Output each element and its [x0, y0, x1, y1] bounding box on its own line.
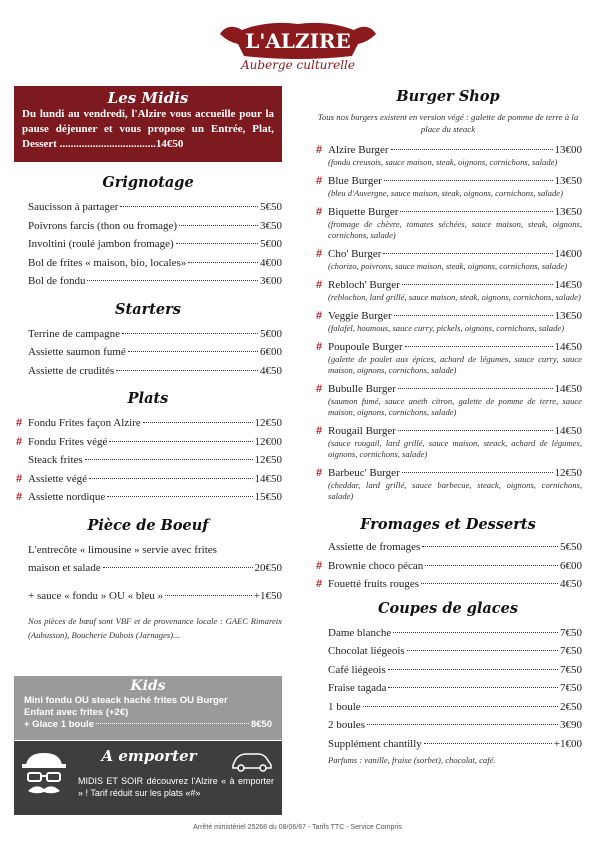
right-column	[314, 86, 582, 766]
midis-text: Du lundi au vendredi, l'Alzire vous accueille pour la pause déjeuner et vous propose un Entrée, Plat, Dessert ...................................14€50	[22, 108, 274, 150]
menu-item: 2 boules 3€90	[328, 719, 582, 731]
hash-icon: #	[16, 417, 23, 429]
menu-item: Chocolat liégeois 7€50	[328, 645, 582, 657]
burger-list	[314, 143, 582, 502]
plats-title: Plats	[127, 390, 169, 407]
hash-icon: #	[316, 206, 323, 218]
hash-icon: #	[316, 248, 323, 260]
menu-item: # Assiette nordique 15€50	[14, 488, 282, 507]
menu-item: Dame blanche 7€50	[328, 626, 582, 639]
midis-box	[14, 86, 282, 162]
menu-item: Steack frites 12€50	[28, 454, 282, 466]
kids-line3: + Glace 1 boule 8€50	[24, 719, 272, 730]
menu-item: Assiette saumon fumé 6€00	[28, 346, 282, 358]
emporter-text: MIDIS ET SOIR découvrez l'Alzire « à emporter » ! Tarif réduit sur les plats «#»	[78, 776, 274, 798]
kids-line1: Mini fondu OU steack haché frites OU Burger	[24, 695, 228, 706]
midis-title: Les Midis	[107, 89, 189, 107]
boeuf-note: Nos pièces de bœuf sont VBF et de provenance locale : GAEC Rimareix (Aubusson), Boucherie Dubois (Jarnages)...	[28, 615, 282, 640]
menu-item: Fraise tagada 7€50	[328, 682, 582, 694]
hash-icon: #	[316, 279, 323, 291]
menu-item: Assiette de crudités 4€50	[28, 364, 282, 377]
menu-item: 1 boule 2€50	[328, 700, 582, 713]
glaces-list	[314, 624, 582, 754]
boeuf-title: Pièce de Boeuf	[87, 516, 209, 534]
menu-item: Café liégeois 7€50	[328, 663, 582, 676]
menu-item: # Fondu Frites végé 12€00	[14, 433, 282, 452]
footer-legal: Arrêté ministériel 25268 du 08/06/67 - Tarifs TTC - Service Compris	[193, 824, 402, 831]
kids-title: Kids	[130, 678, 166, 694]
list-item: # Cho' Burger 14€00 (chorizo, poivrons, sauce maison, steak, oignons, cornichons, salade)	[316, 248, 582, 271]
menu-item: # Fouetté fruits rouges 4€50	[314, 575, 582, 594]
menu-item: Involtini (roulé jambon fromage) 5€00	[28, 238, 282, 250]
burger-intro: Tous nos burgers existent en version végé : galette de pomme de terre à la place du steack	[317, 112, 579, 134]
fromages-list	[314, 538, 582, 594]
menu-item: Terrine de campagne 5€00	[28, 327, 282, 340]
kids-box	[14, 676, 282, 740]
burger-title: Burger Shop	[396, 88, 500, 105]
glaces-note: Parfums : vanille, fraise (sorbet), chocolat, café.	[328, 755, 496, 765]
menu-item: Bol de frites « maison, bio, locales» 4€00	[28, 256, 282, 269]
menu-item: # Assiette végé 14€50	[14, 470, 282, 489]
left-column	[14, 86, 282, 642]
glaces-title: Coupes de glaces	[377, 599, 518, 617]
hash-icon: #	[16, 472, 23, 485]
emporter-title: A emporter	[101, 747, 197, 765]
hash-icon: #	[316, 310, 323, 322]
plats-list	[14, 414, 282, 507]
list-item: # Poupoule Burger 14€50 (galette de poulet aux épices, achard de légumes, sauce curry, sauce maison, oignons, cornichons, salade)	[316, 341, 582, 375]
menu-item: Saucisson à partager 5€50	[28, 201, 282, 213]
starters-list	[14, 325, 282, 381]
hash-icon: #	[316, 467, 323, 479]
menu-item: Assiette de fromages 5€50	[328, 541, 582, 553]
menu-item: Supplément chantilly +1€00	[328, 737, 582, 750]
mustache-face-icon	[20, 749, 68, 805]
list-item: # Alzire Burger 13€00 (fondu creusois, sauce maison, steak, oignons, cornichons, salade)	[316, 144, 582, 167]
hash-icon: #	[316, 578, 323, 590]
menu-item: maison et salade 20€50	[28, 561, 282, 574]
logo-mustache-icon	[218, 20, 378, 62]
brand-tagline: Auberge culturelle	[241, 58, 355, 72]
hash-icon: #	[316, 559, 323, 572]
car-icon	[230, 749, 274, 773]
list-item: # Blue Burger 13€50 (bleu d'Auvergne, sauce maison, steak, oignons, cornichons, salade)	[316, 175, 582, 198]
svg-text:L'ALZIRE: L'ALZIRE	[245, 29, 351, 53]
hash-icon: #	[316, 175, 323, 187]
kids-line2: Enfant avec frites (+2€)	[24, 707, 129, 718]
list-item: # Barbeuc' Burger 12€50 (cheddar, lard grillé, sauce barbecue, steack, oignons, cornichons, salade)	[316, 467, 582, 501]
list-item: # Veggie Burger 13€50 (falafel, houmous, sauce curry, pickels, oignons, cornichons, salade)	[316, 310, 582, 333]
list-item: # Rebloch' Burger 14€50 (reblochon, lard grillé, sauce maison, steak, oignons, cornichons, salade)	[316, 279, 582, 302]
grignotage-title: Grignotage	[102, 174, 194, 191]
menu-item: Poivrons farcis (thon ou fromage) 3€50	[28, 219, 282, 232]
menu-item: + sauce « fondu » OU « bleu » +1€50	[28, 590, 282, 602]
hash-icon: #	[16, 491, 23, 503]
hash-icon: #	[316, 144, 323, 156]
menu-item: # Fondu Frites façon Alzire 12€50	[14, 414, 282, 433]
hash-icon: #	[316, 425, 323, 437]
menu-item: Bol de fondu 3€00	[28, 275, 282, 287]
hash-icon: #	[316, 341, 323, 353]
menu-item: # Brownie choco pécan 6€00	[314, 557, 582, 576]
hash-icon: #	[16, 435, 23, 448]
emporter-box	[14, 741, 282, 815]
fromages-title: Fromages et Desserts	[360, 516, 536, 533]
grignotage-list	[14, 198, 282, 291]
boeuf-line1: L'entrecôte « limousine » servie avec frites	[28, 543, 217, 556]
starters-title: Starters	[115, 300, 181, 318]
hash-icon: #	[316, 383, 323, 395]
list-item: # Biquette Burger 13€50 (fromage de chèvre, tomates séchées, sauce maison, steak, oignons, cornichons, salade)	[316, 206, 582, 240]
list-item: # Bubulle Burger 14€50 (saumon fumé, sauce aneth citron, galette de pomme de terre, sauce maison, oignons, cornichons, salade)	[316, 383, 582, 417]
list-item: # Rougail Burger 14€50 (sauce rougail, lard grillé, sauce maison, steack, achard de légumes, oignons, cornichons, salade)	[316, 425, 582, 459]
